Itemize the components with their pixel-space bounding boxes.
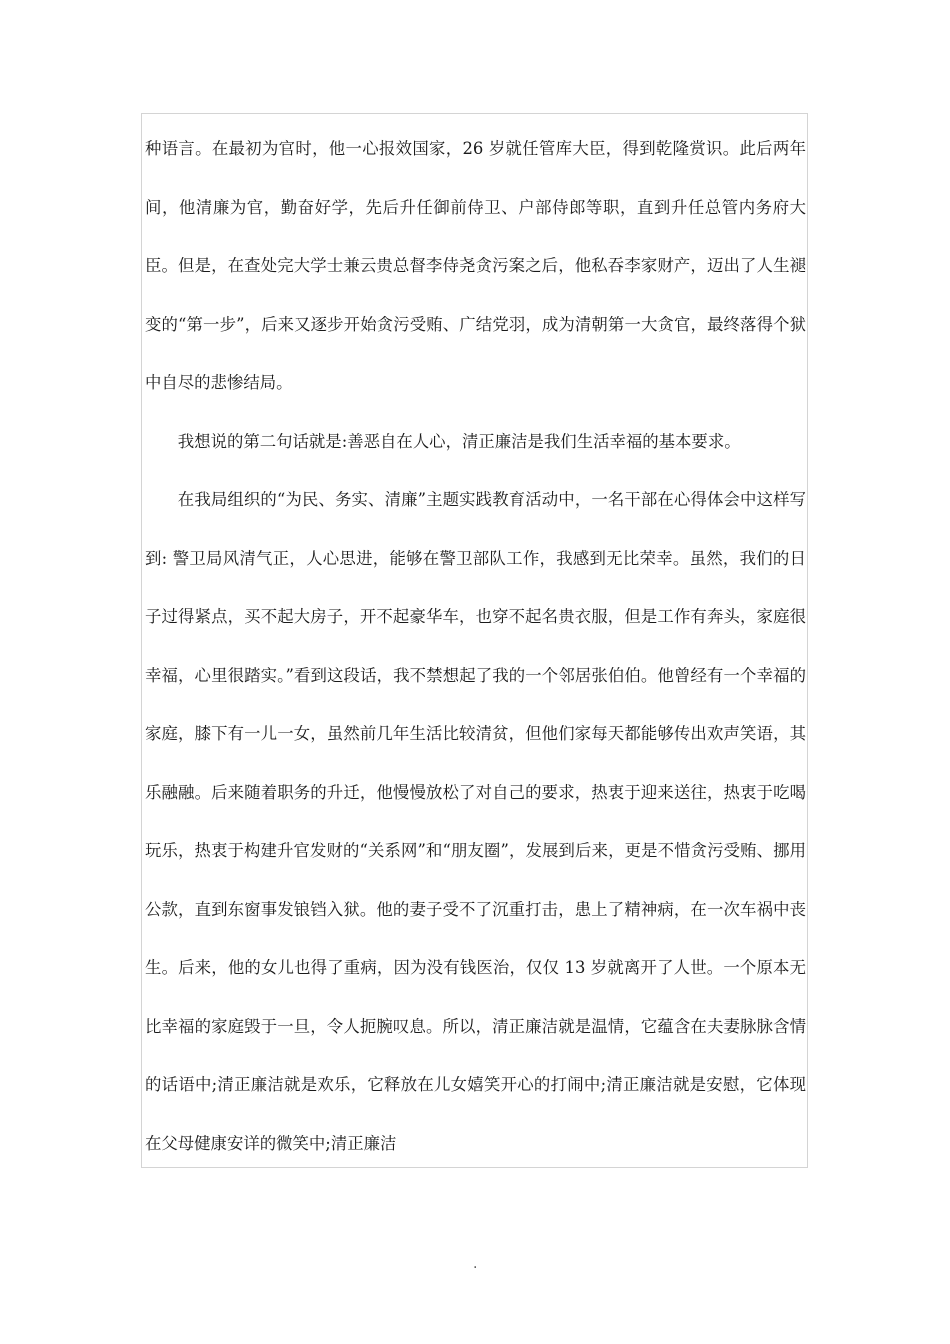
paragraph-1: 种语言。在最初为官时，他一心报效国家，26 岁就任管库大臣，得到乾隆赏识。此后两年间，他清廉为官，勤奋好学，先后升任御前侍卫、户部侍郎等职，直到升任总管内务府大臣。但是，在查处完大学士兼云贵总督李侍尧贪污案之后，他私吞李家财产，迈出了人生褪变的“第一步”，后来又逐步开始贪污受贿、广结党羽，成为清朝第一大贪官，最终落得个狱中自尽的悲惨结局。: [145, 139, 806, 392]
page-frame: [141, 113, 808, 1168]
paragraph-2: 我想说的第二句话就是:善恶自在人心，清正廉洁是我们生活幸福的基本要求。: [177, 431, 741, 451]
page-footer-mark: .: [473, 1256, 478, 1272]
document-body: [145, 120, 806, 1168]
paragraph-3: 在我局组织的“为民、务实、清廉”主题实践教育活动中，一名干部在心得体会中这样写到: 警卫局风清气正，人心思进，能够在警卫部队工作，我感到无比荣幸。虽然，我们的日子过得紧点，买不起大房子，开不起豪华车，也穿不起名贵衣服，但是工作有奔头，家庭很幸福，心里很踏实。”看到这段话，我不禁想起了我的一个邻居张伯伯。他曾经有一个幸福的家庭，膝下有一儿一女，虽然前几年生活比较清贫，但他们家每天都能够传出欢声笑语，其乐融融。后来随着职务的升迁，他慢慢放松了对自己的要求，热衷于迎来送往，热衷于吃喝玩乐，热衷于构建升官发财的“关系网”和“朋友圈”，发展到后来，更是不惜贪污受贿、挪用公款，直到东窗事发锒铛入狱。他的妻子受不了沉重打击，患上了精神病，在一次车祸中丧生。后来，他的女儿也得了重病，因为没有钱医治，仅仅 13 岁就离开了人世。一个原本无比幸福的家庭毁于一旦，令人扼腕叹息。所以，清正廉洁就是温情，它蕴含在夫妻脉脉含情的话语中;清正廉洁就是欢乐，它释放在儿女嬉笑开心的打闹中;清正廉洁就是安慰，它体现在父母健康安详的微笑中;清正廉洁: [145, 490, 806, 1153]
